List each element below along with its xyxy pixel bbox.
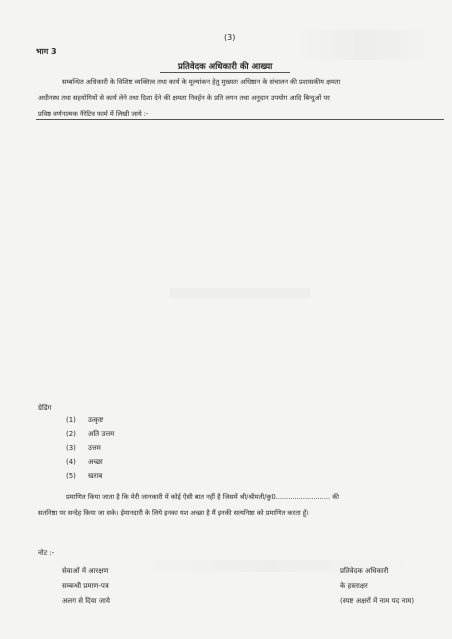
grade-item	[66, 458, 103, 467]
grade-number: (4)	[66, 458, 76, 466]
instruction-line-2: अधीनस्थ तथा सहयोगियों से कार्य लेने तथा दिशा देने की क्षमता निवर्हन के प्रति लगन तथा अनुदान उपयोग आदि बिन्दुओं पर	[38, 94, 330, 102]
bleed-through-middle	[170, 288, 310, 298]
grade-text: उत्कृष्ट	[88, 416, 104, 424]
grade-item	[66, 472, 102, 481]
grade-number: (1)	[66, 416, 76, 424]
grade-item	[66, 416, 103, 425]
title-divider	[160, 72, 290, 73]
grade-item	[66, 430, 114, 439]
instruction-line-1: सम्बन्धित अधिकारी के विशिष्ट व्यक्तित्व तथा कार्य के मूल्यांकन हेतु मुख्यतः अधिष्ठान के संचालन की प्रशासकीय क्षमता	[62, 78, 341, 86]
grade-text: अति उत्तम	[88, 430, 115, 438]
bleed-through-top	[290, 30, 440, 60]
grading-label: ग्रेडिंग	[38, 404, 52, 412]
answer-divider	[36, 119, 444, 120]
signature-line: के हस्ताक्षर	[340, 582, 368, 590]
part-label: भाग 3	[36, 47, 57, 56]
grade-item	[66, 444, 101, 453]
grade-number: (2)	[66, 430, 76, 438]
grade-text: अच्छा	[88, 458, 103, 466]
note-line: अलग से दिया जाये	[62, 597, 110, 605]
note-line: सेवाओं में आरक्षण	[62, 567, 109, 575]
grade-text: उत्तम	[88, 444, 101, 452]
page-number: (3)	[224, 33, 236, 42]
grade-text: खराब	[88, 472, 103, 480]
section-title: प्रतिवेदक अधिकारी की आख्या	[178, 62, 273, 72]
signature-line: (स्पष्ट अक्षरों में नाम पद नाम)	[340, 597, 415, 605]
instruction-line-3: प्रविष्ठ वर्णनात्मक नैरेटिव फार्म में लिखी जाये :-	[38, 110, 149, 118]
certification-line-2: सतनिष्ठा पर सन्देह किया जा सके। ईमानदारी के लिये इनका यश अच्छा है मैं इनकी सत्यनिष्ठा को प्रमाणित करता हूँ।	[38, 509, 309, 517]
note-label: नोट :-	[38, 549, 55, 557]
signature-line: प्रतिवेदक अधिकारी	[340, 567, 389, 575]
certification-line-1: प्रमाणित किया जाता है कि मेरी जानकारी में कोई ऐसी बात नहीं है जिसमें श्री/श्रीमती/कु0.......................... की	[66, 493, 339, 501]
note-line: सम्बन्धी प्रमाण-पत्र	[62, 582, 109, 590]
grade-number: (3)	[66, 444, 76, 452]
grade-number: (5)	[66, 472, 76, 480]
